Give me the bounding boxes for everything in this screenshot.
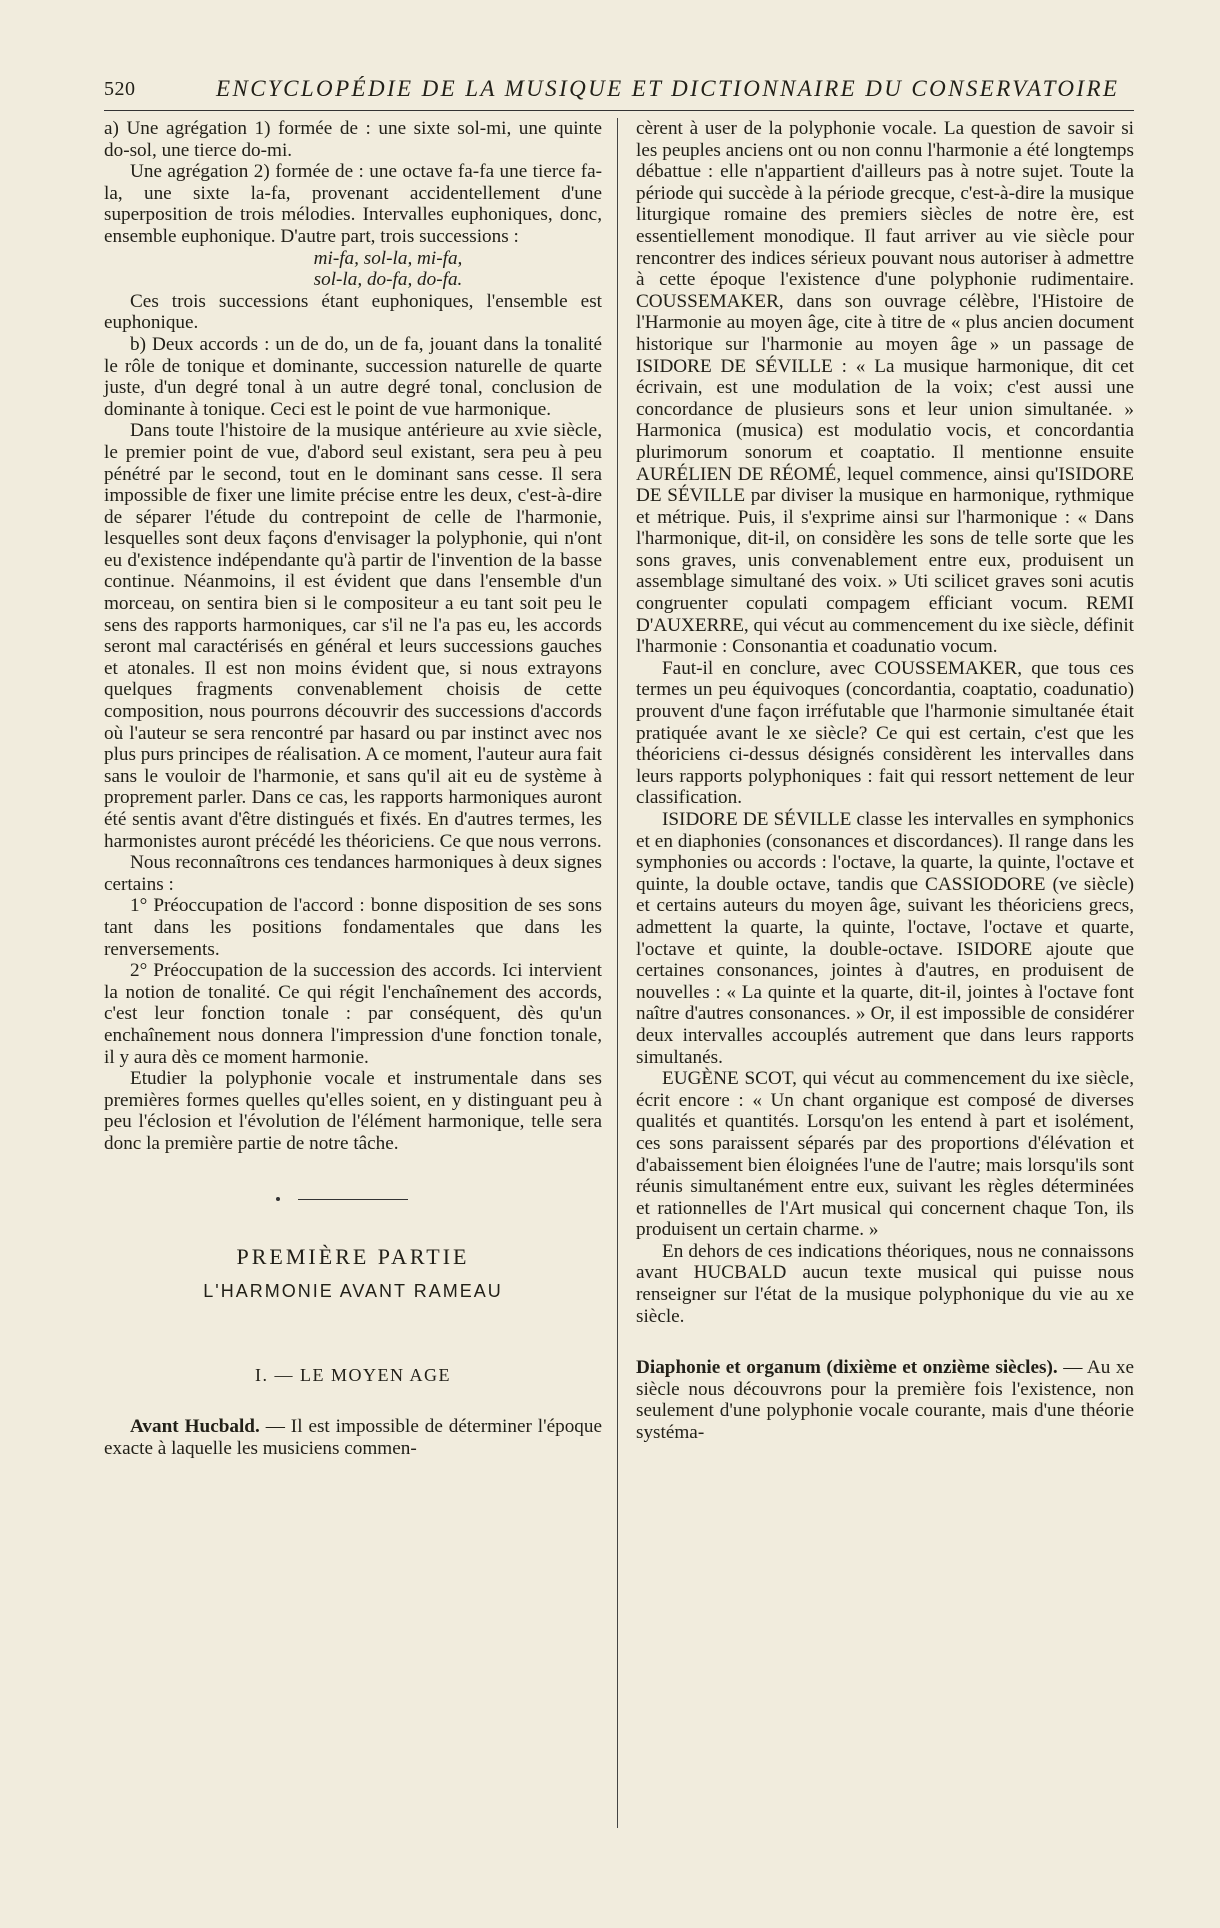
paragraph: Une agrégation 2) formée de : une octave fa-fa une tierce fa-la, une sixte la-fa, provenant accidentellement d'une superposition de trois mélodies. Intervalles euphoniques, donc, ensemble euphonique. D'autre part, trois successions : bbox=[104, 161, 602, 247]
paragraph: Etudier la polyphonie vocale et instrumentale dans ses premières formes quelles qu'elles soient, en y distinguant peu à peu l'éclosion et l'évolution de l'élément harmonique, telle sera donc la première partie de notre tâche. bbox=[104, 1068, 602, 1154]
paragraph: b) Deux accords : un de do, un de fa, jouant dans la tonalité le rôle de tonique et dominante, succession naturelle de quarte juste, d'un degré tonal à un autre degré tonal, conclusion de dominante à tonique. Ceci est le point de vue harmonique. bbox=[104, 333, 602, 420]
part-subtitle: L'HARMONIE AVANT RAMEAU bbox=[203, 1281, 503, 1302]
section-text: — Il est impossible de déterminer l'époque exacte à laquelle les musiciens commen- bbox=[104, 1416, 602, 1459]
paragraph: EUGÈNE SCOT, qui vécut au commencement du ixe siècle, écrit encore : « Un chant organique est composé de diverses qualités et quantités. Lorsqu'on les entend à part et isolément, ces sons paraissent séparés par des proportions d'élévation et d'abaissement bien éloignées l'une de l'autre; mais lorsqu'ils sont réunis simultanément entre eux, suivant les règles déterminées et rationnelles de l'Art musical qui concernent chaque Ton, ils produisent un certain charme. » bbox=[636, 1068, 1134, 1241]
paragraph: Dans toute l'histoire de la musique antérieure au xvie siècle, le premier point de vue, d'abord seul existant, sera peu à peu pénétré par le second, tout en le dominant sans cesse. Il sera impossible de fixer une limite précise entre les deux, c'est-à-dire de séparer l'étude du contrepoint de celle de l'harmonie, lesquelles sont deux façons d'envisager la polyphonie, qui n'ont eu d'existence indépendante qu'à partir de l'invention de la basse continue. Néanmoins, il est évident que dans l'ensemble d'un morceau, on sentira bien si le compositeur a eu tant soit peu le sens des rapports harmoniques, car s'il ne l'a pas eu, les accords seront mal caractérisés en général et leurs successions gauches et atonales. Il est non moins évident que, si nous extrayons quelques fragments convenablement choisis de cette composition, nous pourrons découvrir des successions d'accords où l'auteur se sera rencontré par hasard ou par instinct avec nos plus purs principes de réalisation. A ce moment, l'auteur aura fait sans le vouloir de l'harmonie, et sans qu'il ait eu de système à proprement parler. Dans ce cas, les rapports harmoniques auront été sentis avant d'être distingués et fixés. En d'autres termes, les harmonistes auront précédé les théoriciens. Ce que nous verrons. bbox=[104, 420, 602, 852]
section-paragraph bbox=[104, 1416, 602, 1459]
page-number: 520 bbox=[104, 78, 136, 100]
verse-line: mi-fa, sol-la, mi-fa, bbox=[313, 247, 463, 269]
separator-rule bbox=[298, 1199, 408, 1200]
part-title: PREMIÈRE PARTIE bbox=[236, 1243, 470, 1269]
running-title: ENCYCLOPÉDIE DE LA MUSIQUE ET DICTIONNAIRE DU CONSERVATOIRE bbox=[216, 76, 1120, 101]
section-heading: Avant Hucbald. bbox=[130, 1416, 260, 1438]
paragraph: ISIDORE DE SÉVILLE classe les intervalles en symphonics et en diaphonies (consonances et discordances). Il range dans les symphonies ou accords : l'octave, la quarte, la quinte, l'octave et quinte, la double octave, tandis que CASSIODORE (ve siècle) et certains auteurs du moyen âge, suivant les théoriciens grecs, admettent la quarte, la quinte, l'octave, l'octave et quarte, l'octave et quinte, la double-octave. ISIDORE ajoute que certaines consonances, jointes à d'autres, en produisent de nouvelles : « La quinte et la quarte, dit-il, jointes à l'octave font naître d'autres consonances. » Or, il est impossible de considérer deux intervalles accouplés autrement que dans leurs rapports simultanés. bbox=[636, 809, 1134, 1068]
paragraph: 1° Préoccupation de l'accord : bonne disposition de ses sons tant dans les positions fondamentales que dans les renversements. bbox=[104, 895, 602, 960]
part-block bbox=[104, 1199, 602, 1303]
paragraph: Faut-il en conclure, avec COUSSEMAKER, que tous ces termes un peu équivoques (concordantia, coaptatio, coadunatio) prouvent d'une façon irréfutable que l'harmonie simultanée était pratiquée avant le xe siècle? Ce qui est certain, c'est que les théoriciens ci-dessus désignés considèrent les intervalles dans leurs rapports polyphoniques : fait qui ressort nettement de leur classification. bbox=[636, 657, 1134, 809]
page-header bbox=[104, 76, 1134, 111]
paragraph: En dehors de ces indications théoriques, nous ne connaissons avant HUCBALD aucun texte musical qui puisse nous renseigner sur l'état de la musique polyphonique du vie au xe siècle. bbox=[636, 1240, 1134, 1327]
right-column bbox=[636, 118, 1134, 1444]
paragraph: 2° Préoccupation de la succession des accords. Ici intervient la notion de tonalité. Ce qui régit l'enchaînement des accords, c'est leur fonction tonale : par conséquent, dès qu'un enchaînement nous donnera l'impression d'une fonction tonale, il y aura dès ce moment harmonie. bbox=[104, 960, 602, 1068]
chapter-heading: I. — LE MOYEN AGE bbox=[255, 1364, 451, 1385]
column-rule bbox=[617, 118, 618, 1828]
left-column bbox=[104, 118, 602, 1459]
paragraph: a) Une agrégation 1) formée de : une sixte sol-mi, une quinte do-sol, une tierce do-mi. bbox=[104, 118, 602, 161]
verse-line: sol-la, do-fa, do-fa. bbox=[313, 269, 463, 291]
section-heading: Diaphonie et organum (dixième et onzième siècles). bbox=[636, 1357, 1058, 1379]
spacer bbox=[636, 1327, 1134, 1357]
paragraph: Nous reconnaîtrons ces tendances harmoniques à deux signes certains : bbox=[104, 852, 602, 895]
spacer bbox=[104, 1386, 602, 1416]
section-text: — Au xe siècle nous découvrons pour la première fois l'existence, non seulement d'une polyphonie vocale courante, mais d'une théorie systéma- bbox=[636, 1357, 1134, 1444]
paragraph: Ces trois successions étant euphoniques, l'ensemble est euphonique. bbox=[104, 290, 602, 334]
section-paragraph bbox=[636, 1357, 1134, 1443]
paragraph: cèrent à user de la polyphonie vocale. La question de savoir si les peuples anciens ont ou non connu l'harmonie a été longtemps débattue : elle n'appartient d'ailleurs pas à notre sujet. Toute la période qui succède à la période grecque, c'est-à-dire la musique liturgique romaine des premiers siècles de notre ère, est essentiellement monodique. Il faut arriver au vie siècle pour rencontrer des indices sérieux pouvant nous autoriser à admettre à cette époque l'existence d'une polyphonie rudimentaire. COUSSEMAKER, dans son ouvrage célèbre, l'Histoire de l'Harmonie au moyen âge, cite à titre de « plus ancien document historique sur l'harmonie au moyen âge » un passage de ISIDORE DE SÉVILLE : « La musique harmonique, dit cet écrivain, est une modulation de la voix; c'est aussi une concordance de plusieurs sons et leur union simultanée. » Harmonica (musica) est modulatio vocis, et concordantia plurimorum sonorum et coaptatio. Il mentionne ensuite AURÉLIEN DE RÉOMÉ, lequel commence, ainsi qu'ISIDORE DE SÉVILLE par diviser la musique en harmonique, rythmique et métrique. Puis, il s'exprime ainsi sur l'harmonique : « Dans l'harmonique, dit-il, on considère les sons de telle sorte que les sons graves, unis convenablement entre eux, produisent un assemblage simultané des voix. » Uti scilicet graves soni acutis congruenter copulati compagem efficiant vocum. REMI D'AUXERRE, qui vécut au commencement du ixe siècle, définit l'harmonie : Consonantia et coadunatio vocum. bbox=[636, 118, 1134, 658]
